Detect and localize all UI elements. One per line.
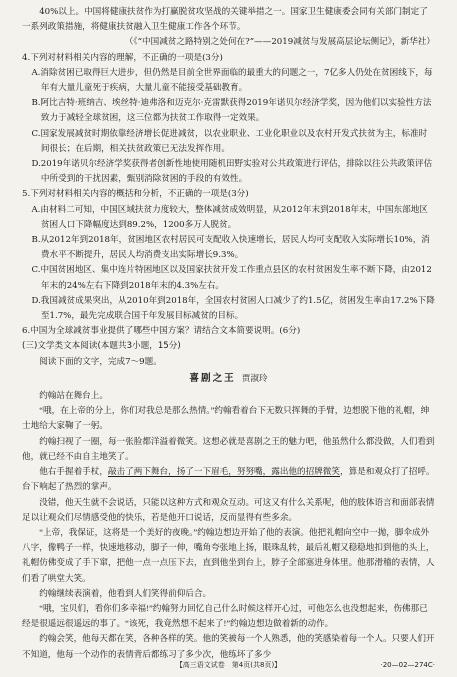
story-paragraph [22, 464, 435, 494]
page-footer [22, 659, 435, 671]
option-5b: B.从2012年到2018年，贫困地区农村居民可支配收入快速增长，居民人均可支配收入实际增长10%，消费水平不断提升，居民人均消费支出实际增长9.3%。 [31, 235, 430, 261]
option-4d: D.2019年诺贝尔经济学奖获得者创新性地使用随机田野实验对公共政策进行评估，排除以往公共政策评估中所受到的干扰因素，甄别消除贫困的手段的有效性。 [31, 159, 433, 185]
source-citation: （《“中国减贫之路特别之处何在?”——2019减贫与发展高层论坛侧记》，新华社） [124, 37, 435, 48]
underlined-passage: 敲击了两下舞台，扬了一下眉毛，努努嘴，露出他的招牌微笑 [107, 466, 340, 477]
option-4b: B.阿比吉特·班纳吉、埃丝特·迪弗洛和迈克尔·克雷默获得2019年诺贝尔经济学奖，因为他们以实验性方法致力于减轻全球贫困，这三位都为扶贫工作取得一定效果。 [31, 98, 432, 124]
story-paragraph: 约翰站在舞台上。 [39, 390, 108, 401]
story-paragraph: “哦，在上帝的分上，你们对我总是那么热情。”约翰看着台下无数只挥舞的手臂，边想脱下他的礼帽，绅士地给大家鞠了一躬。 [22, 405, 430, 431]
story-title: 喜剧之王 [189, 372, 236, 384]
footer-code: ·20—02—274C· [380, 661, 435, 669]
reading-instruction: 阅读下面的文字，完成7～9题。 [39, 356, 162, 367]
story-text: 他右手握着手杖， [39, 466, 108, 477]
option-4c: C.国家发展减贫时期依靠经济增长促进减贫，以农业职业、工业化职业以及农村开发式扶贫为主，标准时间很长；在后期，相关扶贫政策已无法发挥作用。 [31, 128, 428, 154]
story-author: 贾淑玲 [241, 373, 268, 384]
question-4: 4.下列对材料相关内容的理解，不正确的一项是(3分) [22, 52, 223, 63]
story-paragraph: 约翰继续表演着，他看到人们笑得前仰后合。 [39, 587, 212, 598]
footer-page-label: 【高三语文试卷 第4页(共8页)】 [175, 661, 282, 669]
text-line: 40%以上。中国将健康扶贫作为打赢脱贫攻坚战的关键举措之一。国家卫生健康委会同有关部门制定了一系列政策措施，将健康扶贫融入卫生健康工作各个环节。 [22, 7, 428, 33]
story-body [22, 388, 435, 662]
section-heading: (三)文学类文本阅读(本题共3小题，15分) [22, 341, 181, 352]
option-5d: D.我国减贫成果突出，从2010年到2018年，全国农村贫困人口减少了约1.5亿，贫困发生率由17.2%下降至1.7%，最先完成联合国千年发展目标减贫的目标。 [31, 295, 435, 322]
story-paragraph: 没错，他天生就不会说话，只能以这种方式和观众互动。可这又有什么关系呢，他的肢体语言和面部表情足以让观众们尽情感受他的快乐，若是他开口说话，反而显得有些多余。 [22, 496, 435, 522]
option-4a: A.消除贫困已取得巨大进步，但仍然是目前全世界面临的最重大的问题之一，7亿多人仍处在贫困线下，每年有大量儿童死于疾病，大量儿童不能接受基础教育。 [31, 67, 433, 94]
question-5: 5.下列对材料相关内容的概括和分析，不正确的一项是(3分) [22, 189, 249, 200]
story-paragraph: “上帝，我保证，这将是一个美好的夜晚。”约翰边想边开始了他的表演。他把礼帽向空中一抛，脚伞成外八字，像鸭子一样，快速地移动，脚子一伸，嘴角夸张地上扬，眼珠乱转，最后礼帽又稳稳地扣到他的头上，礼帽仿佛变成了手下窜，把他一点一点压下去，直到他坐到台上，脖子全部塞进身体里。他那滑稽的表情，人们看了哄堂大笑。 [22, 526, 435, 583]
question-6: 6.中国为全球减贫事业提供了哪些中国方案？请结合文本简要说明。(6分) [22, 326, 301, 337]
option-5a: A.由材料二可知，中国区域扶贫力度较大，整体减贫成效明显，从2012年末到2018年末，中国东部地区贫困人口下降幅度达到89.2%，1200多万人脱贫。 [31, 204, 428, 230]
story-paragraph: 约翰会笑，他每天都在笑，各种各样的笑。他的笑被每一个人熟悉，他的笑感染着每一个人。只要人们开不知道，他每一个动作的表情背后都练习了多少次，他练坏了多少 [22, 633, 435, 659]
story-paragraph: “哦，宝贝们，看你们多幸福!”约翰努力回忆自己什么时候这样开心过，可他怎么也没想起来，伤佛那已经是很遥远很遥远的事了。“该死，我竟然想不起来了!”约翰边想边做着新的动作。 [22, 602, 428, 629]
option-5c: C.中国贫困地区、集中连片特困地区以及国家扶贫开发工作重点县区的农村贫困发生率不断下降，由2012年末的24%左右下降到2018年末的4.3%左右。 [31, 265, 432, 291]
story-paragraph: 约翰扫视了一圈，每一张脸都洋溢着微笑。这想必就是喜剧之王的魅力吧，他虽然什么都没做，人们看到他，就已经不由自主地笑了。 [22, 435, 435, 461]
story-text: ，算是和观众打了招呼。台下响起了热烈的掌声。 [22, 466, 435, 492]
story-title-row [22, 371, 435, 387]
